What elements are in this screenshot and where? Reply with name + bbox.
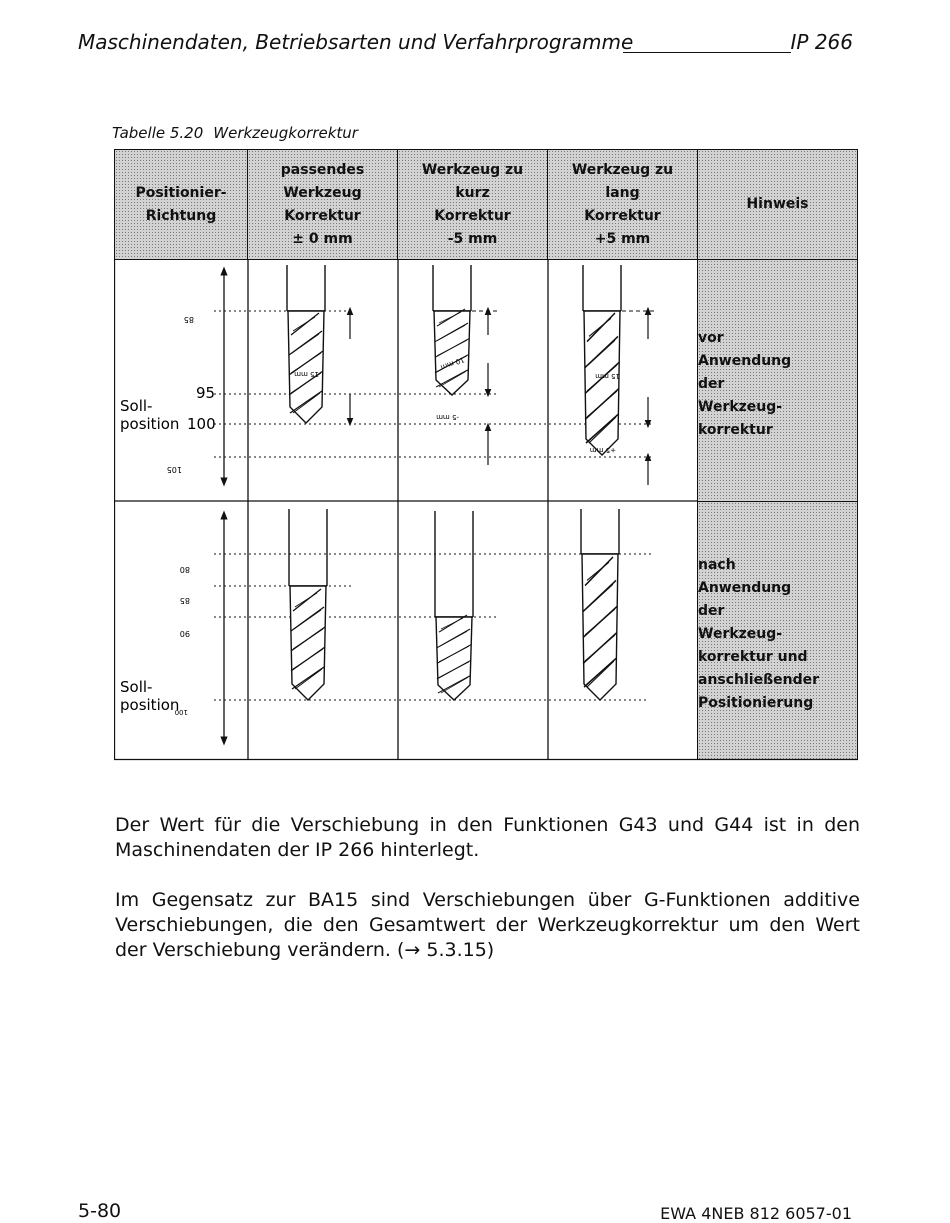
header-line: +5 mm [594, 230, 651, 247]
header-line: Hinweis [746, 196, 809, 212]
tool-fitting-after [289, 509, 327, 700]
header-line: kurz [455, 184, 490, 201]
tool-long-before [583, 265, 621, 455]
header-line: passendes [280, 161, 365, 178]
header-line: Korrektur [434, 207, 511, 224]
soll-label-2: position [120, 415, 180, 433]
paragraph-additive-offsets: Im Gegensatz zur BA15 sind Verschiebungen über G-Funktionen additive Verschiebungen, die den Gesamtwert der Werkzeugkorrektur um den Wert der Verschiebung verändern. (→ 5.3.15) [115, 889, 860, 961]
scale-label-80: 80 [179, 565, 190, 574]
dim-label-minus5: -5 mm [436, 413, 459, 421]
table-drawing [114, 149, 858, 761]
correction-table [114, 149, 858, 761]
note-line: Anwendung [698, 353, 792, 369]
scale-label-100: 100 [187, 415, 216, 433]
tool-short-before [433, 265, 471, 395]
paragraph-offset-storage: Der Wert für die Verschiebung in den Funktionen G43 und G44 ist in den Maschinendaten der IP 266 hinterlegt. [115, 814, 860, 861]
soll-label-3: Soll- [120, 678, 153, 696]
note-line: der [698, 376, 725, 392]
header-line: lang [605, 184, 640, 201]
note-line: vor [698, 330, 724, 346]
header-line: Richtung [145, 207, 217, 224]
header-line: Korrektur [284, 207, 361, 224]
header-line: Werkzeug [283, 184, 362, 201]
header-line: ± 0 mm [292, 230, 353, 247]
scale-label-105: 105 [166, 465, 182, 474]
document-code: EWA 4NEB 812 6057-01 [660, 1204, 852, 1223]
scale-label-100b: 100 [174, 708, 188, 716]
note-line: korrektur [698, 422, 773, 438]
note-line: Anwendung [698, 580, 792, 596]
note-line: korrektur und [698, 649, 808, 665]
page-header [78, 30, 853, 60]
page-number: 5-80 [78, 1200, 122, 1222]
table-title: Werkzeugkorrektur [213, 124, 358, 142]
scale-label-95: 95 [196, 384, 216, 402]
header-rule [623, 52, 791, 53]
dim-label-plus5: +5 mm [589, 446, 616, 454]
soll-label-1: Soll- [120, 397, 153, 415]
dim-label-10mm: 10 mm [439, 355, 466, 372]
note-line: anschließender [698, 672, 820, 688]
header-line: Positionier- [135, 184, 227, 201]
scale-label-85b: 85 [179, 596, 190, 605]
table-number: Tabelle 5.20 [112, 124, 204, 142]
note-line: Positionierung [698, 695, 814, 711]
tool-fitting-before [287, 265, 325, 423]
header-line: Werkzeug zu [421, 161, 524, 178]
tool-short-after [435, 511, 473, 700]
scale-label-85: 85 [183, 315, 194, 324]
dim-label-15mm-long: 15 mm [595, 372, 620, 380]
dim-label-15mm: 15 mm [294, 370, 319, 378]
scale-label-90: 90 [179, 629, 190, 638]
header-code: IP 266 [790, 30, 853, 54]
note-line: Werkzeug- [698, 626, 783, 642]
tool-long-after [581, 509, 619, 700]
header-line: Korrektur [584, 207, 661, 224]
note-line: Werkzeug- [698, 399, 783, 415]
note-line: nach [698, 557, 736, 573]
header-title: Maschinendaten, Betriebsarten und Verfahrprogramme [78, 30, 634, 54]
soll-label-4: position [120, 696, 180, 714]
header-line: Werkzeug zu [571, 161, 674, 178]
table-caption [112, 124, 368, 142]
note-line: der [698, 603, 725, 619]
header-line: -5 mm [447, 230, 498, 247]
